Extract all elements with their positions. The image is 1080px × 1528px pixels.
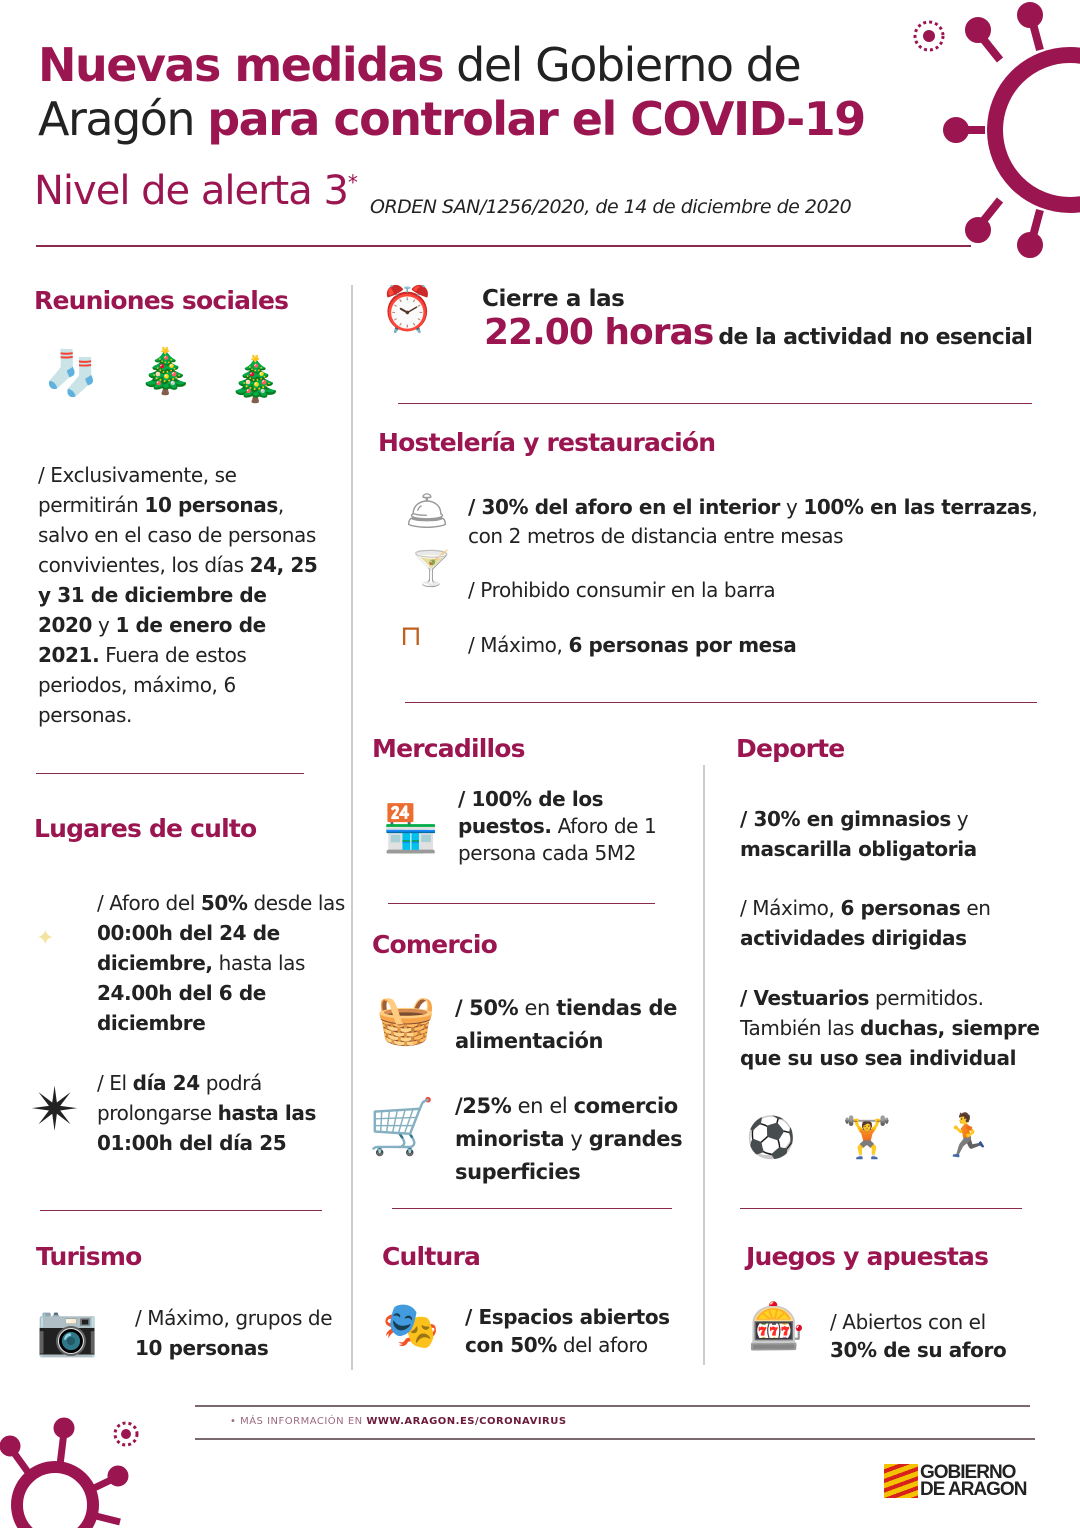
text-emphasis: comercio minorista xyxy=(455,1094,678,1151)
text-emphasis: 6 personas por mesa xyxy=(568,633,797,657)
text-segment: podrá prolongarse xyxy=(97,1071,262,1125)
text-emphasis: / 100% de los puestos. xyxy=(458,787,604,838)
hosteleria-item-1 xyxy=(468,493,1038,551)
text-emphasis: actividades dirigidas xyxy=(740,926,967,950)
deporte-item-3 xyxy=(740,983,1060,1073)
hosteleria-item-2 xyxy=(468,575,1028,605)
hosteleria-item-3 xyxy=(468,630,1028,660)
divider xyxy=(40,1210,322,1211)
text-emphasis: / 50% xyxy=(455,996,519,1020)
text-segment: en xyxy=(518,996,557,1020)
alert-level xyxy=(34,168,357,214)
heading-deporte: Deporte xyxy=(736,734,845,763)
heading-juegos: Juegos y apuestas xyxy=(746,1242,989,1271)
text-segment: y xyxy=(950,807,969,831)
text-emphasis: 50% xyxy=(200,891,248,915)
grocery-basket-icon: 🧺 xyxy=(376,992,436,1048)
text-emphasis: 24.00h del 6 de diciembre xyxy=(97,981,266,1035)
heading-turismo: Turismo xyxy=(36,1242,142,1271)
text-segment: / El xyxy=(97,1071,133,1095)
turismo-text xyxy=(135,1303,335,1363)
heading-comercio: Comercio xyxy=(372,930,498,959)
mercadillos-text xyxy=(458,786,673,867)
footer-divider-bottom xyxy=(195,1438,1035,1440)
closing-line1: Cierre a las xyxy=(482,286,625,312)
theater-masks-icon: 🎭 xyxy=(382,1298,440,1352)
text-emphasis: 24, 25 y 31 de diciembre de 2020 xyxy=(38,553,318,637)
christmas-tree-icon: 🎄 xyxy=(138,346,193,397)
title-line-2 xyxy=(38,92,865,146)
small-virus-icon xyxy=(905,12,953,60)
market-stall-icon: 🏪 xyxy=(382,801,440,855)
text-segment: / Máximo, xyxy=(468,633,569,657)
comercio-item-2 xyxy=(455,1090,695,1189)
alarm-clock-icon: ⏰ xyxy=(380,284,435,335)
divider xyxy=(36,773,304,774)
text-emphasis: para controlar el COVID-19 xyxy=(207,92,865,146)
aragon-flag-icon xyxy=(884,1464,918,1498)
closing-time xyxy=(484,312,1032,353)
text-segment: desde las xyxy=(247,891,345,915)
weightlifter-icon: 🏋 xyxy=(842,1115,892,1161)
gobierno-aragon-logo xyxy=(884,1464,1026,1498)
heading-mercadillos: Mercadillos xyxy=(372,734,525,763)
text-emphasis: 1 de enero de 2021. xyxy=(38,613,266,667)
text-segment: del aforo xyxy=(556,1333,648,1357)
logo-line-1: GOBIERNO xyxy=(920,1462,1016,1483)
more-info-link[interactable]: WWW.ARAGON.ES/CORONAVIRUS xyxy=(366,1416,567,1427)
text-segment: y xyxy=(780,495,804,519)
candle-light-icon: ✦ xyxy=(36,926,55,951)
footer-divider-top xyxy=(195,1405,1030,1407)
text-emphasis: 00:00h del 24 de diciembre, xyxy=(97,921,280,975)
text-segment: / Prohibido consumir en la barra xyxy=(468,578,776,602)
cultura-text xyxy=(465,1303,685,1359)
camera-icon: 📷 xyxy=(36,1301,99,1359)
heading-hosteleria: Hostelería y restauración xyxy=(378,428,716,457)
more-info: • MÁS INFORMACIÓN EN WWW.ARAGON.ES/CORONAVIRUS xyxy=(230,1416,567,1427)
text-emphasis: / 30% del aforo en el interior xyxy=(468,495,780,519)
main-title xyxy=(38,38,865,146)
heading-cultura: Cultura xyxy=(382,1242,481,1271)
heading-culto: Lugares de culto xyxy=(34,814,257,843)
text-segment: y xyxy=(92,613,116,637)
heading-reuniones: Reuniones sociales xyxy=(34,286,289,315)
alert-level-text: Nivel de alerta 3 xyxy=(34,168,348,214)
column-divider-right xyxy=(703,765,705,1365)
star-icon: ✴ xyxy=(30,1075,81,1145)
divider xyxy=(388,903,655,904)
divider xyxy=(392,1208,672,1209)
text-segment: permitidos. También las xyxy=(740,986,984,1040)
column-divider-left xyxy=(351,285,353,1370)
text-emphasis: día 24 xyxy=(132,1071,200,1095)
text-segment: hasta las xyxy=(212,951,306,975)
text-segment: , con 2 metros de distancia entre mesas xyxy=(468,495,1038,548)
virus-decoration-icon xyxy=(940,0,1080,260)
text-emphasis: duchas, siempre que su uso sea individual xyxy=(740,1016,1040,1070)
text-emphasis: tiendas de alimentación xyxy=(455,996,677,1053)
text-emphasis: / Espacios abiertos con 50% xyxy=(465,1305,670,1357)
more-info-label: MÁS INFORMACIÓN EN xyxy=(240,1416,367,1427)
reuniones-text xyxy=(38,460,323,730)
cocktail-icon: 🍸 xyxy=(410,549,453,589)
title-line-1 xyxy=(38,38,865,92)
deporte-item-1 xyxy=(740,804,1050,864)
alert-asterisk: * xyxy=(347,170,357,195)
text-emphasis: 10 personas xyxy=(135,1336,269,1360)
text-segment: en xyxy=(960,896,991,920)
divider xyxy=(405,702,1037,703)
text-segment: en el xyxy=(511,1094,574,1118)
small-virus-bottom-icon xyxy=(108,1416,144,1452)
text-segment: Fuera de estos periodos, máximo, 6 personas. xyxy=(38,643,247,727)
text-emphasis: grandes superficies xyxy=(455,1127,683,1184)
text-segment: / Abiertos con el xyxy=(830,1310,986,1334)
text-emphasis: 100% en las terrazas xyxy=(803,495,1032,519)
cloche-icon: 🛎 xyxy=(404,491,450,532)
text-emphasis: / 30% en gimnasios xyxy=(740,807,951,831)
text-emphasis: mascarilla obligatoria xyxy=(740,837,977,861)
comercio-item-1 xyxy=(455,992,690,1058)
stocking-icon: 🧦 xyxy=(44,348,99,399)
culto-item-2 xyxy=(97,1068,337,1158)
deporte-item-2 xyxy=(740,893,1050,953)
text-emphasis: /25% xyxy=(455,1094,512,1118)
header-divider xyxy=(36,245,971,247)
text-segment: / Máximo, grupos de xyxy=(135,1306,333,1330)
text-segment: / Aforo del xyxy=(97,891,201,915)
text-segment: Aforo de 1 persona cada 5M2 xyxy=(458,814,657,865)
culto-item-1 xyxy=(97,888,347,1038)
text-segment: / Máximo, xyxy=(740,896,841,920)
text-segment: , salvo en el caso de personas convivientes, los días xyxy=(38,493,316,577)
text-segment: Aragón xyxy=(38,92,208,146)
text-emphasis: 30% de su aforo xyxy=(830,1338,1007,1362)
text-segment: y xyxy=(564,1127,589,1151)
ornaments-icon: 🎄 xyxy=(228,354,283,405)
text-emphasis: hasta las 01:00h del día 25 xyxy=(97,1101,316,1155)
divider xyxy=(398,403,1032,404)
text-emphasis: Nuevas medidas xyxy=(38,38,444,92)
closing-rest: de la actividad no esencial xyxy=(718,325,1033,350)
text-segment: del Gobierno de xyxy=(443,38,801,92)
text-emphasis: 6 personas xyxy=(840,896,961,920)
closing-time-value: 22.00 horas xyxy=(484,312,714,353)
poker-chips-icon: 🎰 xyxy=(748,1299,806,1353)
text-segment: / Exclusivamente, se permitirán xyxy=(38,463,237,517)
runner-icon: 🏃 xyxy=(940,1111,993,1160)
text-emphasis: / Vestuarios xyxy=(740,986,869,1010)
soccer-ball-icon: ⚽ xyxy=(746,1115,796,1161)
divider xyxy=(740,1208,1022,1209)
logo-line-2: DE ARAGON xyxy=(920,1479,1027,1500)
juegos-text xyxy=(830,1308,1030,1364)
text-emphasis: 10 personas xyxy=(144,493,278,517)
order-reference: ORDEN SAN/1256/2020, de 14 de diciembre de 2020 xyxy=(370,196,852,218)
table-icon: ⊓ xyxy=(400,619,422,652)
shopping-cart-icon: 🛒 xyxy=(368,1095,436,1158)
